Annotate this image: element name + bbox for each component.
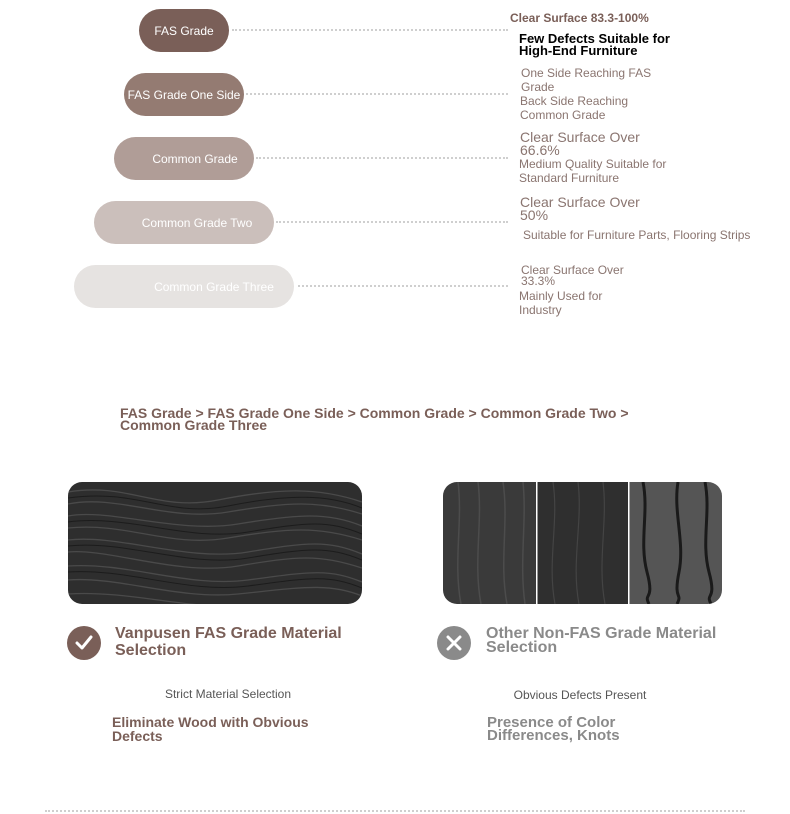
connector-line <box>298 285 508 287</box>
connector-line <box>232 29 508 31</box>
non-fas-selection-point: Presence of Color Differences, Knots <box>487 714 620 744</box>
fas-selection-heading: Vanpusen FAS Grade Material Selection <box>115 625 342 659</box>
grade-description-common-two: Clear Surface Over 50% Suitable for Furniture Parts, Flooring Strips <box>520 194 751 242</box>
non-fas-selection-heading: Other Non-FAS Grade Material Selection <box>486 625 717 656</box>
non-fas-selection-subtitle: Obvious Defects Present <box>513 688 647 702</box>
bottom-divider <box>45 810 745 812</box>
fas-wood-texture-image <box>68 482 362 604</box>
grade-name: Common Grade Two <box>141 215 253 230</box>
grade-name: FAS Grade <box>154 23 214 38</box>
grade-pill-common-three <box>74 265 294 308</box>
grade-description-fas-one-side: One Side Reaching FAS Grade Back Side Reaching Common Grade <box>520 66 652 122</box>
non-fas-wood-texture-image <box>443 482 722 604</box>
connector-line <box>246 93 508 95</box>
fas-selection-point: Eliminate Wood with Obvious Defects <box>112 714 309 744</box>
fas-selection-subtitle: Strict Material Selection <box>164 687 292 701</box>
grade-pill-fas <box>139 9 229 52</box>
grade-pill-common-two <box>94 201 274 244</box>
grade-name: Common Grade Three <box>154 279 274 294</box>
grade-description-common-three: Clear Surface Over 33.3% Mainly Used for Industry <box>519 263 624 317</box>
grade-pill-common <box>114 137 254 180</box>
connector-line <box>256 157 508 159</box>
connector-line <box>276 221 508 223</box>
grade-name: Common Grade <box>152 151 238 166</box>
check-icon <box>67 626 101 660</box>
grade-ranking-chain: FAS Grade > FAS Grade One Side > Common Grade > Common Grade Two > Common Grade Three <box>120 405 629 433</box>
close-icon <box>437 626 471 660</box>
grade-pill-fas-one-side <box>124 73 244 116</box>
grade-description-common: Clear Surface Over 66.6% Medium Quality Suitable for Standard Furniture <box>519 129 667 185</box>
grade-name: FAS Grade One Side <box>127 87 241 102</box>
grade-description-fas: Clear Surface 83.3-100% Few Defects Suitable for High-End Furniture <box>510 11 670 58</box>
